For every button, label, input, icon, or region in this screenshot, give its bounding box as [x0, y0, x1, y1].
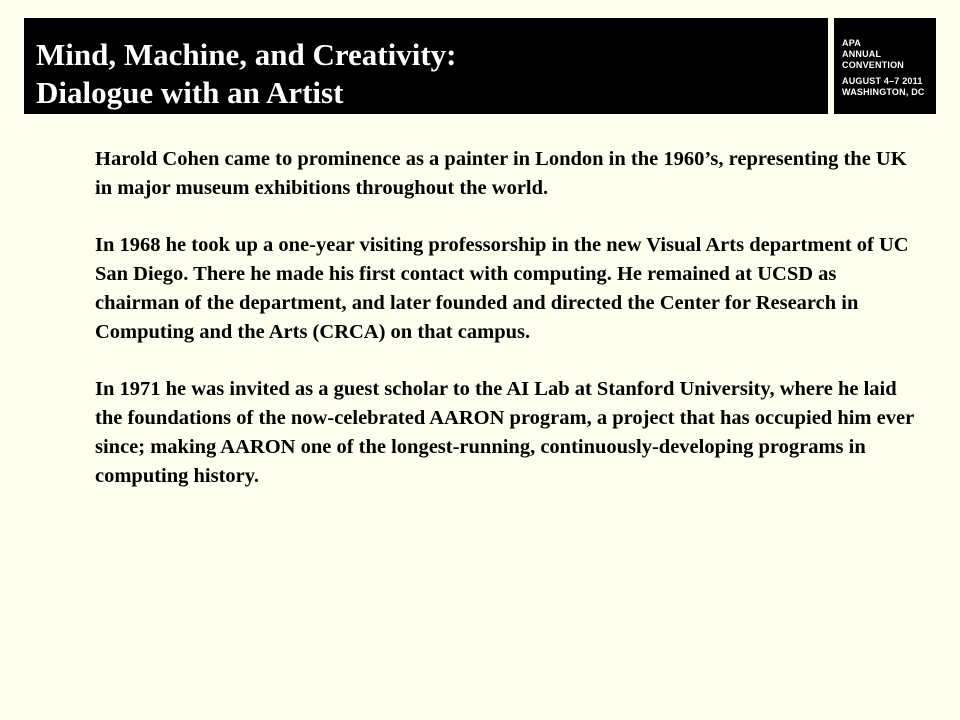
logo-line-annual: ANNUAL — [842, 49, 882, 59]
logo-line-convention: CONVENTION — [842, 60, 905, 70]
slide-title-line2: Dialogue with an Artist — [36, 75, 344, 110]
logo-line-apa: APA — [842, 38, 861, 48]
logo-line-location: WASHINGTON, DC — [842, 87, 925, 97]
paragraph-ucsd: In 1968 he took up a one-year visiting professorship in the new Visual Arts department of UC San Diego. There he made his first contact with computing. He remained at UCSD as chairman of the department, and later founded and directed the Center for Research in Computing and the Arts (CRCA) on that campus. — [95, 234, 909, 343]
title-bar — [24, 18, 828, 114]
slide-title — [36, 36, 457, 112]
paragraph-cohen-london: Harold Cohen came to prominence as a painter in London in the 1960’s, representing the UK in major museum exhibitions throughout the world. — [95, 148, 907, 199]
paragraph-stanford-aaron: In 1971 he was invited as a guest scholar to the AI Lab at Stanford University, where he laid the foundations of the now-celebrated AARON program, a project that has occupied him ever since; making AARON one of the longest-running, continuously-developing programs in computing history. — [95, 378, 914, 487]
apa-convention-logo — [834, 18, 936, 114]
logo-text — [842, 38, 925, 98]
logo-line-dates: AUGUST 4–7 2011 — [842, 76, 923, 86]
slide-body — [95, 145, 915, 519]
slide-title-line1: Mind, Machine, and Creativity: — [36, 37, 457, 72]
